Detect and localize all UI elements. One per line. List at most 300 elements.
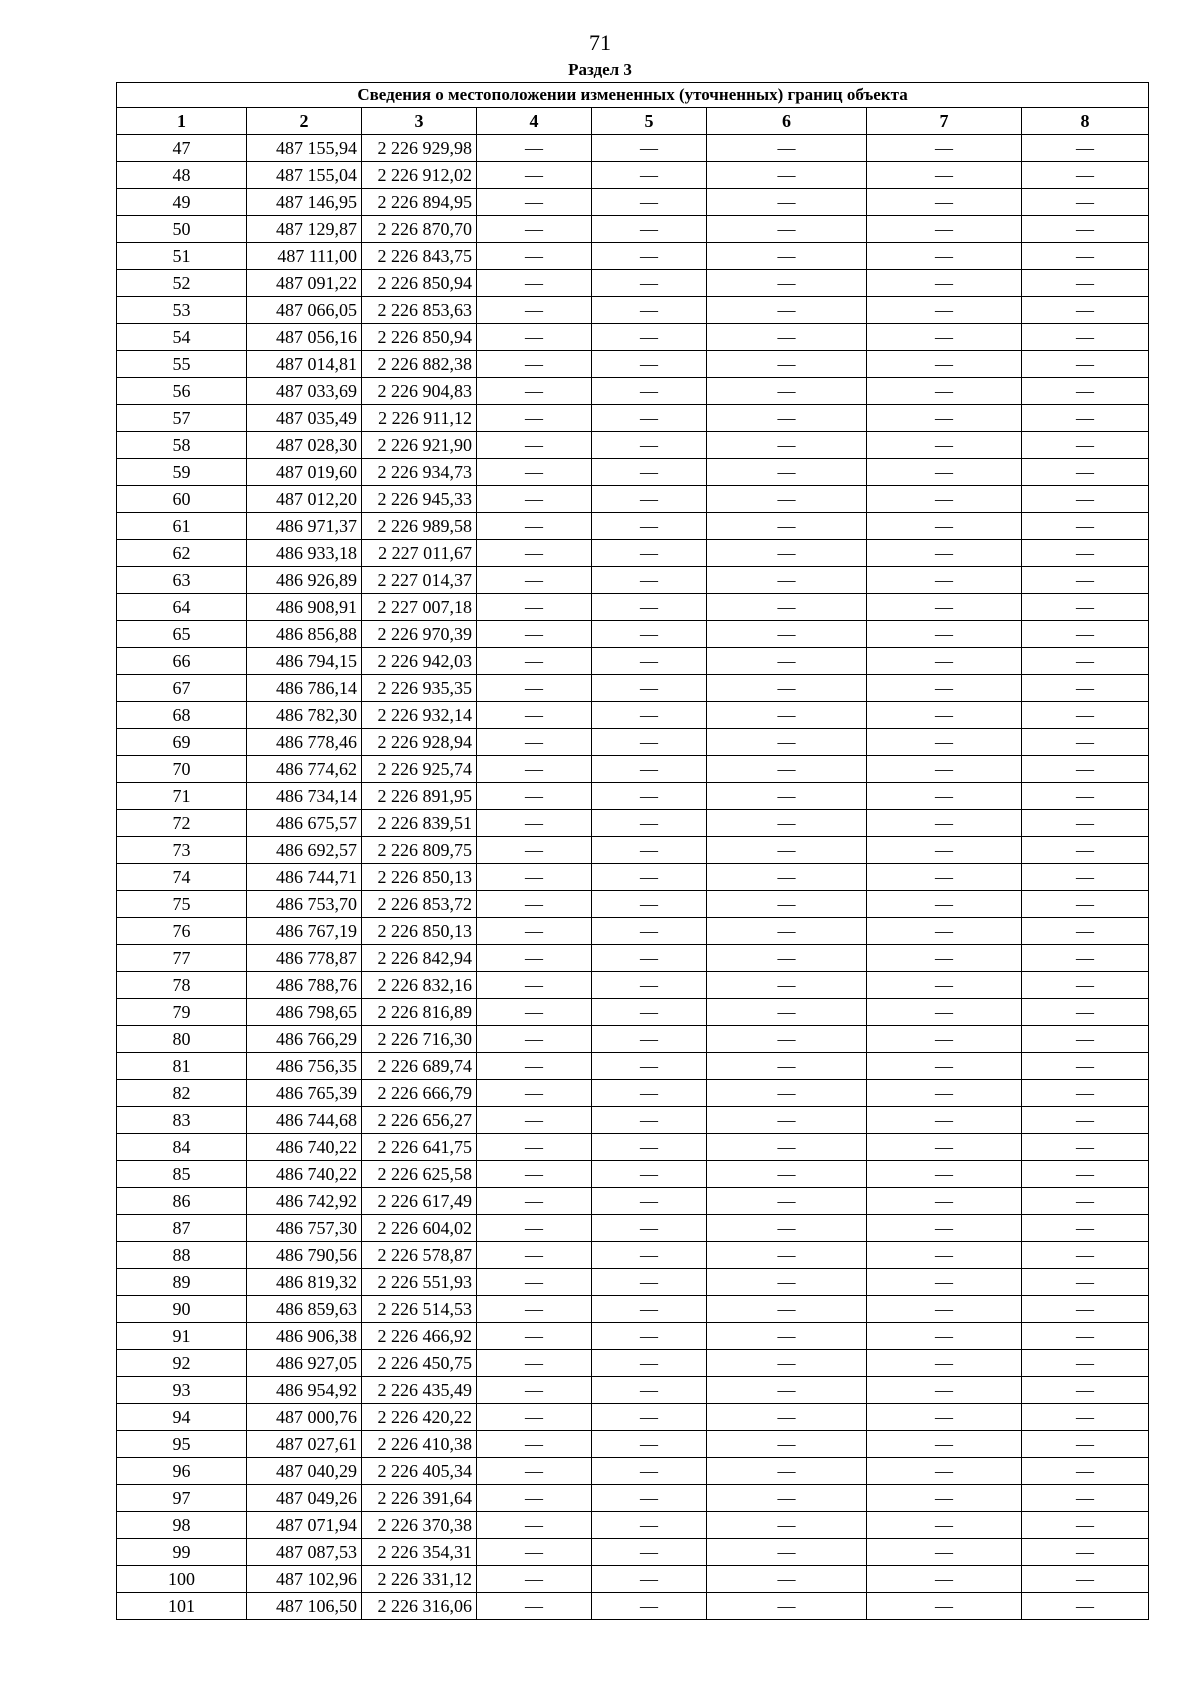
- empty-dash-cell: —: [1022, 837, 1149, 864]
- table-row: [117, 1134, 1149, 1161]
- empty-dash-cell: —: [867, 1296, 1022, 1323]
- point-number-cell: 98: [117, 1512, 247, 1539]
- y-coordinate-cell: 2 226 970,39: [362, 621, 477, 648]
- table-row: [117, 540, 1149, 567]
- empty-dash-cell: —: [1022, 1188, 1149, 1215]
- empty-dash-cell: —: [477, 729, 592, 756]
- empty-dash-cell: —: [477, 945, 592, 972]
- point-number-cell: 59: [117, 459, 247, 486]
- empty-dash-cell: —: [1022, 189, 1149, 216]
- table-row: [117, 702, 1149, 729]
- x-coordinate-cell: 486 753,70: [247, 891, 362, 918]
- point-number-cell: 96: [117, 1458, 247, 1485]
- empty-dash-cell: —: [592, 891, 707, 918]
- point-number-cell: 68: [117, 702, 247, 729]
- point-number-cell: 94: [117, 1404, 247, 1431]
- empty-dash-cell: —: [707, 729, 867, 756]
- x-coordinate-cell: 486 742,92: [247, 1188, 362, 1215]
- x-coordinate-cell: 486 926,89: [247, 567, 362, 594]
- point-number-cell: 97: [117, 1485, 247, 1512]
- y-coordinate-cell: 2 227 011,67: [362, 540, 477, 567]
- empty-dash-cell: —: [707, 1593, 867, 1620]
- empty-dash-cell: —: [592, 378, 707, 405]
- table-row: [117, 216, 1149, 243]
- table-caption-row: [117, 83, 1149, 108]
- empty-dash-cell: —: [867, 621, 1022, 648]
- empty-dash-cell: —: [707, 378, 867, 405]
- empty-dash-cell: —: [477, 810, 592, 837]
- y-coordinate-cell: 2 226 405,34: [362, 1458, 477, 1485]
- empty-dash-cell: —: [592, 567, 707, 594]
- empty-dash-cell: —: [592, 432, 707, 459]
- empty-dash-cell: —: [867, 378, 1022, 405]
- empty-dash-cell: —: [477, 1161, 592, 1188]
- empty-dash-cell: —: [1022, 810, 1149, 837]
- empty-dash-cell: —: [707, 1431, 867, 1458]
- table-row: [117, 1161, 1149, 1188]
- empty-dash-cell: —: [707, 621, 867, 648]
- empty-dash-cell: —: [1022, 1593, 1149, 1620]
- empty-dash-cell: —: [707, 1323, 867, 1350]
- table-row: [117, 324, 1149, 351]
- empty-dash-cell: —: [592, 513, 707, 540]
- x-coordinate-cell: 486 782,30: [247, 702, 362, 729]
- x-coordinate-cell: 486 819,32: [247, 1269, 362, 1296]
- x-coordinate-cell: 487 102,96: [247, 1566, 362, 1593]
- x-coordinate-cell: 486 740,22: [247, 1161, 362, 1188]
- point-number-cell: 66: [117, 648, 247, 675]
- x-coordinate-cell: 487 129,87: [247, 216, 362, 243]
- point-number-cell: 84: [117, 1134, 247, 1161]
- table-row: [117, 270, 1149, 297]
- empty-dash-cell: —: [477, 999, 592, 1026]
- column-header: 7: [867, 108, 1022, 135]
- empty-dash-cell: —: [707, 1026, 867, 1053]
- empty-dash-cell: —: [477, 1431, 592, 1458]
- table-row: [117, 1512, 1149, 1539]
- empty-dash-cell: —: [592, 189, 707, 216]
- empty-dash-cell: —: [707, 1296, 867, 1323]
- x-coordinate-cell: 486 786,14: [247, 675, 362, 702]
- point-number-cell: 60: [117, 486, 247, 513]
- empty-dash-cell: —: [477, 864, 592, 891]
- empty-dash-cell: —: [477, 594, 592, 621]
- y-coordinate-cell: 2 226 870,70: [362, 216, 477, 243]
- table-row: [117, 648, 1149, 675]
- empty-dash-cell: —: [707, 594, 867, 621]
- empty-dash-cell: —: [592, 405, 707, 432]
- empty-dash-cell: —: [867, 324, 1022, 351]
- empty-dash-cell: —: [477, 1350, 592, 1377]
- empty-dash-cell: —: [1022, 1107, 1149, 1134]
- empty-dash-cell: —: [867, 297, 1022, 324]
- empty-dash-cell: —: [1022, 864, 1149, 891]
- section-title: Раздел 3: [568, 60, 632, 79]
- empty-dash-cell: —: [1022, 594, 1149, 621]
- empty-dash-cell: —: [707, 1350, 867, 1377]
- x-coordinate-cell: 487 056,16: [247, 324, 362, 351]
- empty-dash-cell: —: [707, 1566, 867, 1593]
- empty-dash-cell: —: [477, 1593, 592, 1620]
- column-header: 6: [707, 108, 867, 135]
- empty-dash-cell: —: [477, 1053, 592, 1080]
- empty-dash-cell: —: [1022, 1161, 1149, 1188]
- empty-dash-cell: —: [1022, 1269, 1149, 1296]
- empty-dash-cell: —: [592, 243, 707, 270]
- table-row: [117, 351, 1149, 378]
- empty-dash-cell: —: [477, 702, 592, 729]
- empty-dash-cell: —: [1022, 378, 1149, 405]
- empty-dash-cell: —: [477, 243, 592, 270]
- table-row: [117, 621, 1149, 648]
- empty-dash-cell: —: [1022, 1053, 1149, 1080]
- y-coordinate-cell: 2 226 832,16: [362, 972, 477, 999]
- empty-dash-cell: —: [592, 1296, 707, 1323]
- empty-dash-cell: —: [707, 1377, 867, 1404]
- empty-dash-cell: —: [867, 1458, 1022, 1485]
- empty-dash-cell: —: [592, 324, 707, 351]
- empty-dash-cell: —: [1022, 756, 1149, 783]
- point-number-cell: 56: [117, 378, 247, 405]
- empty-dash-cell: —: [707, 162, 867, 189]
- point-number-cell: 54: [117, 324, 247, 351]
- y-coordinate-cell: 2 226 839,51: [362, 810, 477, 837]
- y-coordinate-cell: 2 226 370,38: [362, 1512, 477, 1539]
- empty-dash-cell: —: [1022, 432, 1149, 459]
- table-row: [117, 756, 1149, 783]
- empty-dash-cell: —: [867, 810, 1022, 837]
- y-coordinate-cell: 2 226 514,53: [362, 1296, 477, 1323]
- x-coordinate-cell: 487 033,69: [247, 378, 362, 405]
- empty-dash-cell: —: [1022, 1323, 1149, 1350]
- empty-dash-cell: —: [592, 1080, 707, 1107]
- y-coordinate-cell: 2 226 882,38: [362, 351, 477, 378]
- y-coordinate-cell: 2 226 929,98: [362, 135, 477, 162]
- point-number-cell: 76: [117, 918, 247, 945]
- point-number-cell: 57: [117, 405, 247, 432]
- y-coordinate-cell: 2 226 843,75: [362, 243, 477, 270]
- empty-dash-cell: —: [477, 459, 592, 486]
- empty-dash-cell: —: [707, 1485, 867, 1512]
- empty-dash-cell: —: [477, 1377, 592, 1404]
- point-number-cell: 71: [117, 783, 247, 810]
- y-coordinate-cell: 2 227 007,18: [362, 594, 477, 621]
- empty-dash-cell: —: [592, 972, 707, 999]
- x-coordinate-cell: 486 766,29: [247, 1026, 362, 1053]
- empty-dash-cell: —: [867, 1080, 1022, 1107]
- empty-dash-cell: —: [867, 513, 1022, 540]
- table-row: [117, 1242, 1149, 1269]
- point-number-cell: 58: [117, 432, 247, 459]
- empty-dash-cell: —: [1022, 621, 1149, 648]
- table-row: [117, 459, 1149, 486]
- empty-dash-cell: —: [592, 459, 707, 486]
- empty-dash-cell: —: [592, 162, 707, 189]
- y-coordinate-cell: 2 226 850,94: [362, 324, 477, 351]
- empty-dash-cell: —: [707, 1512, 867, 1539]
- empty-dash-cell: —: [592, 1566, 707, 1593]
- empty-dash-cell: —: [1022, 1215, 1149, 1242]
- empty-dash-cell: —: [707, 891, 867, 918]
- point-number-cell: 65: [117, 621, 247, 648]
- x-coordinate-cell: 486 675,57: [247, 810, 362, 837]
- empty-dash-cell: —: [707, 1134, 867, 1161]
- empty-dash-cell: —: [1022, 1485, 1149, 1512]
- point-number-cell: 72: [117, 810, 247, 837]
- empty-dash-cell: —: [867, 1539, 1022, 1566]
- empty-dash-cell: —: [1022, 891, 1149, 918]
- x-coordinate-cell: 487 049,26: [247, 1485, 362, 1512]
- x-coordinate-cell: 487 155,04: [247, 162, 362, 189]
- empty-dash-cell: —: [867, 891, 1022, 918]
- table-row: [117, 783, 1149, 810]
- empty-dash-cell: —: [1022, 135, 1149, 162]
- y-coordinate-cell: 2 226 316,06: [362, 1593, 477, 1620]
- x-coordinate-cell: 487 012,20: [247, 486, 362, 513]
- empty-dash-cell: —: [1022, 675, 1149, 702]
- empty-dash-cell: —: [867, 729, 1022, 756]
- empty-dash-cell: —: [592, 540, 707, 567]
- point-number-cell: 95: [117, 1431, 247, 1458]
- empty-dash-cell: —: [867, 837, 1022, 864]
- empty-dash-cell: —: [592, 1593, 707, 1620]
- empty-dash-cell: —: [1022, 1026, 1149, 1053]
- empty-dash-cell: —: [477, 351, 592, 378]
- empty-dash-cell: —: [867, 243, 1022, 270]
- empty-dash-cell: —: [592, 675, 707, 702]
- empty-dash-cell: —: [477, 189, 592, 216]
- y-coordinate-cell: 2 226 354,31: [362, 1539, 477, 1566]
- empty-dash-cell: —: [592, 648, 707, 675]
- empty-dash-cell: —: [707, 1215, 867, 1242]
- empty-dash-cell: —: [707, 1107, 867, 1134]
- empty-dash-cell: —: [477, 1296, 592, 1323]
- y-coordinate-cell: 2 226 391,64: [362, 1485, 477, 1512]
- column-header: 1: [117, 108, 247, 135]
- empty-dash-cell: —: [1022, 405, 1149, 432]
- empty-dash-cell: —: [592, 1269, 707, 1296]
- point-number-cell: 67: [117, 675, 247, 702]
- x-coordinate-cell: 486 954,92: [247, 1377, 362, 1404]
- empty-dash-cell: —: [592, 1539, 707, 1566]
- table-caption: Сведения о местоположении измененных (уточненных) границ объекта: [117, 83, 1149, 108]
- empty-dash-cell: —: [867, 1485, 1022, 1512]
- x-coordinate-cell: 486 757,30: [247, 1215, 362, 1242]
- table-row: [117, 1539, 1149, 1566]
- table-row: [117, 1404, 1149, 1431]
- empty-dash-cell: —: [592, 783, 707, 810]
- empty-dash-cell: —: [707, 1053, 867, 1080]
- empty-dash-cell: —: [1022, 1296, 1149, 1323]
- empty-dash-cell: —: [867, 999, 1022, 1026]
- empty-dash-cell: —: [592, 135, 707, 162]
- empty-dash-cell: —: [592, 297, 707, 324]
- empty-dash-cell: —: [592, 1404, 707, 1431]
- table-row: [117, 1593, 1149, 1620]
- y-coordinate-cell: 2 226 853,72: [362, 891, 477, 918]
- empty-dash-cell: —: [477, 783, 592, 810]
- y-coordinate-cell: 2 226 935,35: [362, 675, 477, 702]
- table-row: [117, 999, 1149, 1026]
- x-coordinate-cell: 486 971,37: [247, 513, 362, 540]
- table-body: [117, 135, 1149, 1620]
- table-row: [117, 945, 1149, 972]
- table-row: [117, 864, 1149, 891]
- empty-dash-cell: —: [1022, 1350, 1149, 1377]
- table-row: [117, 432, 1149, 459]
- empty-dash-cell: —: [707, 567, 867, 594]
- empty-dash-cell: —: [1022, 702, 1149, 729]
- empty-dash-cell: —: [1022, 1566, 1149, 1593]
- empty-dash-cell: —: [592, 1485, 707, 1512]
- x-coordinate-cell: 487 071,94: [247, 1512, 362, 1539]
- empty-dash-cell: —: [1022, 1377, 1149, 1404]
- empty-dash-cell: —: [867, 351, 1022, 378]
- empty-dash-cell: —: [707, 837, 867, 864]
- empty-dash-cell: —: [867, 1134, 1022, 1161]
- empty-dash-cell: —: [592, 864, 707, 891]
- empty-dash-cell: —: [867, 1512, 1022, 1539]
- empty-dash-cell: —: [1022, 324, 1149, 351]
- point-number-cell: 63: [117, 567, 247, 594]
- empty-dash-cell: —: [867, 1215, 1022, 1242]
- empty-dash-cell: —: [477, 216, 592, 243]
- x-coordinate-cell: 486 790,56: [247, 1242, 362, 1269]
- point-number-cell: 87: [117, 1215, 247, 1242]
- empty-dash-cell: —: [1022, 459, 1149, 486]
- x-coordinate-cell: 487 087,53: [247, 1539, 362, 1566]
- empty-dash-cell: —: [1022, 351, 1149, 378]
- x-coordinate-cell: 487 028,30: [247, 432, 362, 459]
- empty-dash-cell: —: [707, 540, 867, 567]
- empty-dash-cell: —: [707, 459, 867, 486]
- empty-dash-cell: —: [477, 486, 592, 513]
- empty-dash-cell: —: [707, 243, 867, 270]
- empty-dash-cell: —: [867, 756, 1022, 783]
- point-number-cell: 78: [117, 972, 247, 999]
- empty-dash-cell: —: [707, 1242, 867, 1269]
- empty-dash-cell: —: [867, 216, 1022, 243]
- empty-dash-cell: —: [477, 1080, 592, 1107]
- y-coordinate-cell: 2 227 014,37: [362, 567, 477, 594]
- empty-dash-cell: —: [707, 1080, 867, 1107]
- table-row: [117, 1026, 1149, 1053]
- empty-dash-cell: —: [867, 1404, 1022, 1431]
- point-number-cell: 93: [117, 1377, 247, 1404]
- empty-dash-cell: —: [707, 135, 867, 162]
- y-coordinate-cell: 2 226 925,74: [362, 756, 477, 783]
- y-coordinate-cell: 2 226 625,58: [362, 1161, 477, 1188]
- x-coordinate-cell: 487 000,76: [247, 1404, 362, 1431]
- empty-dash-cell: —: [1022, 1458, 1149, 1485]
- empty-dash-cell: —: [477, 540, 592, 567]
- empty-dash-cell: —: [867, 675, 1022, 702]
- point-number-cell: 99: [117, 1539, 247, 1566]
- table-row: [117, 486, 1149, 513]
- point-number-cell: 51: [117, 243, 247, 270]
- empty-dash-cell: —: [867, 1593, 1022, 1620]
- empty-dash-cell: —: [867, 648, 1022, 675]
- point-number-cell: 80: [117, 1026, 247, 1053]
- empty-dash-cell: —: [477, 1269, 592, 1296]
- empty-dash-cell: —: [1022, 918, 1149, 945]
- empty-dash-cell: —: [477, 513, 592, 540]
- empty-dash-cell: —: [477, 675, 592, 702]
- empty-dash-cell: —: [477, 972, 592, 999]
- point-number-cell: 79: [117, 999, 247, 1026]
- x-coordinate-cell: 486 767,19: [247, 918, 362, 945]
- empty-dash-cell: —: [477, 1485, 592, 1512]
- empty-dash-cell: —: [707, 189, 867, 216]
- x-coordinate-cell: 487 027,61: [247, 1431, 362, 1458]
- x-coordinate-cell: 486 794,15: [247, 648, 362, 675]
- empty-dash-cell: —: [1022, 567, 1149, 594]
- table-row: [117, 1377, 1149, 1404]
- point-number-cell: 62: [117, 540, 247, 567]
- empty-dash-cell: —: [867, 1107, 1022, 1134]
- empty-dash-cell: —: [867, 567, 1022, 594]
- column-header: 3: [362, 108, 477, 135]
- empty-dash-cell: —: [477, 648, 592, 675]
- empty-dash-cell: —: [707, 486, 867, 513]
- empty-dash-cell: —: [707, 972, 867, 999]
- x-coordinate-cell: 486 933,18: [247, 540, 362, 567]
- empty-dash-cell: —: [477, 1107, 592, 1134]
- table-row: [117, 1215, 1149, 1242]
- empty-dash-cell: —: [867, 1269, 1022, 1296]
- x-coordinate-cell: 487 019,60: [247, 459, 362, 486]
- y-coordinate-cell: 2 226 578,87: [362, 1242, 477, 1269]
- empty-dash-cell: —: [707, 405, 867, 432]
- empty-dash-cell: —: [1022, 1134, 1149, 1161]
- empty-dash-cell: —: [477, 567, 592, 594]
- point-number-cell: 55: [117, 351, 247, 378]
- point-number-cell: 69: [117, 729, 247, 756]
- y-coordinate-cell: 2 226 656,27: [362, 1107, 477, 1134]
- x-coordinate-cell: 486 908,91: [247, 594, 362, 621]
- x-coordinate-cell: 486 906,38: [247, 1323, 362, 1350]
- empty-dash-cell: —: [477, 1458, 592, 1485]
- empty-dash-cell: —: [867, 432, 1022, 459]
- empty-dash-cell: —: [1022, 216, 1149, 243]
- y-coordinate-cell: 2 226 435,49: [362, 1377, 477, 1404]
- table-row: [117, 1296, 1149, 1323]
- empty-dash-cell: —: [867, 1242, 1022, 1269]
- empty-dash-cell: —: [477, 270, 592, 297]
- empty-dash-cell: —: [592, 945, 707, 972]
- empty-dash-cell: —: [1022, 1242, 1149, 1269]
- x-coordinate-cell: 486 927,05: [247, 1350, 362, 1377]
- empty-dash-cell: —: [707, 513, 867, 540]
- empty-dash-cell: —: [477, 837, 592, 864]
- empty-dash-cell: —: [867, 1053, 1022, 1080]
- x-coordinate-cell: 486 740,22: [247, 1134, 362, 1161]
- empty-dash-cell: —: [867, 1188, 1022, 1215]
- table-row: [117, 405, 1149, 432]
- empty-dash-cell: —: [592, 837, 707, 864]
- empty-dash-cell: —: [707, 702, 867, 729]
- empty-dash-cell: —: [1022, 1404, 1149, 1431]
- empty-dash-cell: —: [592, 702, 707, 729]
- point-number-cell: 50: [117, 216, 247, 243]
- x-coordinate-cell: 486 859,63: [247, 1296, 362, 1323]
- empty-dash-cell: —: [592, 216, 707, 243]
- empty-dash-cell: —: [1022, 243, 1149, 270]
- coordinates-table: [116, 82, 1149, 1620]
- table-row: [117, 1053, 1149, 1080]
- column-header: 8: [1022, 108, 1149, 135]
- empty-dash-cell: —: [867, 459, 1022, 486]
